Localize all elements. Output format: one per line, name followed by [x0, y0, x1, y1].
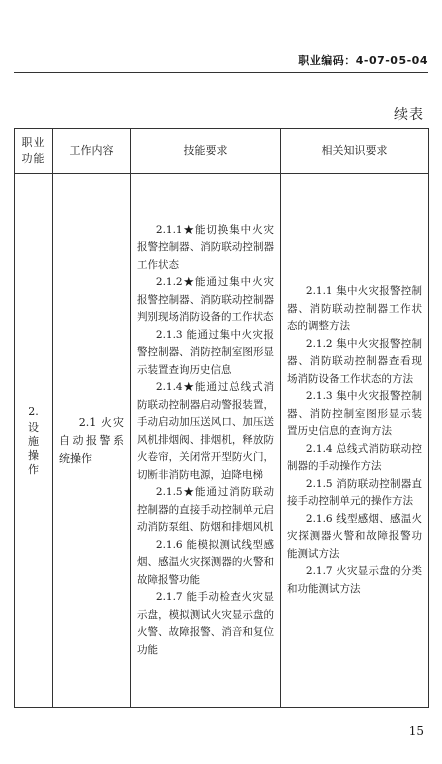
function-cell — [15, 174, 53, 708]
header-skill: 技能要求 — [131, 129, 281, 174]
skill-item: 2.1.5★能通过消防联动控制器的直接手动控制单元启动消防泵组、防烟和排烟风机 — [137, 486, 274, 534]
skill-item: 2.1.6 能模拟测试线型感烟、感温火灾探测器的火警和故障报警功能 — [137, 538, 274, 586]
occupation-code: 职业编码：4-07-05-04 — [298, 54, 428, 67]
table-header-row — [15, 129, 429, 174]
skill-item: 2.1.1★能切换集中火灾报警控制器、消防联动控制器工作状态 — [137, 223, 274, 271]
header-function: 职业功能 — [15, 129, 53, 174]
header-rule — [14, 72, 428, 73]
work-content-cell — [53, 174, 131, 708]
knowledge-item: 2.1.3 集中火灾报警控制器、消防控制室图形显示装置历史信息的查询方法 — [287, 390, 422, 437]
work-content: 2.1 火灾自动报警系统操作 — [59, 415, 124, 465]
page-number: 15 — [408, 724, 424, 738]
knowledge-item: 2.1.7 火灾显示盘的分类和功能测试方法 — [287, 565, 422, 595]
function-number: 2. — [28, 404, 39, 418]
knowledge-item: 2.1.6 线型感烟、感温火灾探测器火警和故障报警功能测试方法 — [287, 512, 422, 560]
knowledge-item: 2.1.1 集中火灾报警控制器、消防联动控制器工作状态的调整方法 — [287, 285, 422, 332]
skill-item: 2.1.4★能通过总线式消防联动控制器启动警报装置，手动启动加压送风口、加压送风机排烟阀、排烟机，释放防火卷帘，关闭常开型防火门，切断非消防电源，迫降电梯 — [137, 381, 274, 481]
header-knowledge: 相关知识要求 — [281, 129, 429, 174]
skill-item: 2.1.2★能通过集中火灾报警控制器、消防联动控制器判别现场消防设备的工作状态 — [137, 276, 274, 324]
function-name: 设施操作 — [28, 420, 39, 476]
skills-table — [14, 128, 429, 708]
skill-item: 2.1.7 能手动检查火灾显示盘，模拟测试火灾显示盘的火警、故障报警、消音和复位功能 — [137, 591, 274, 656]
knowledge-item: 2.1.5 消防联动控制器直接手动控制单元的操作方法 — [287, 477, 422, 507]
knowledge-cell — [281, 174, 429, 708]
skill-item: 2.1.3 能通过集中火灾报警控制器、消防控制室图形显示装置查询历史信息 — [137, 328, 274, 376]
table-row — [15, 174, 429, 708]
continued-label: 续表 — [394, 107, 424, 123]
knowledge-item: 2.1.4 总线式消防联动控制器的手动操作方法 — [287, 442, 422, 472]
header-work: 工作内容 — [53, 129, 131, 174]
knowledge-item: 2.1.2 集中火灾报警控制器、消防联动控制器查看现场消防设备工作状态的方法 — [287, 337, 422, 385]
skills-cell — [131, 174, 281, 708]
